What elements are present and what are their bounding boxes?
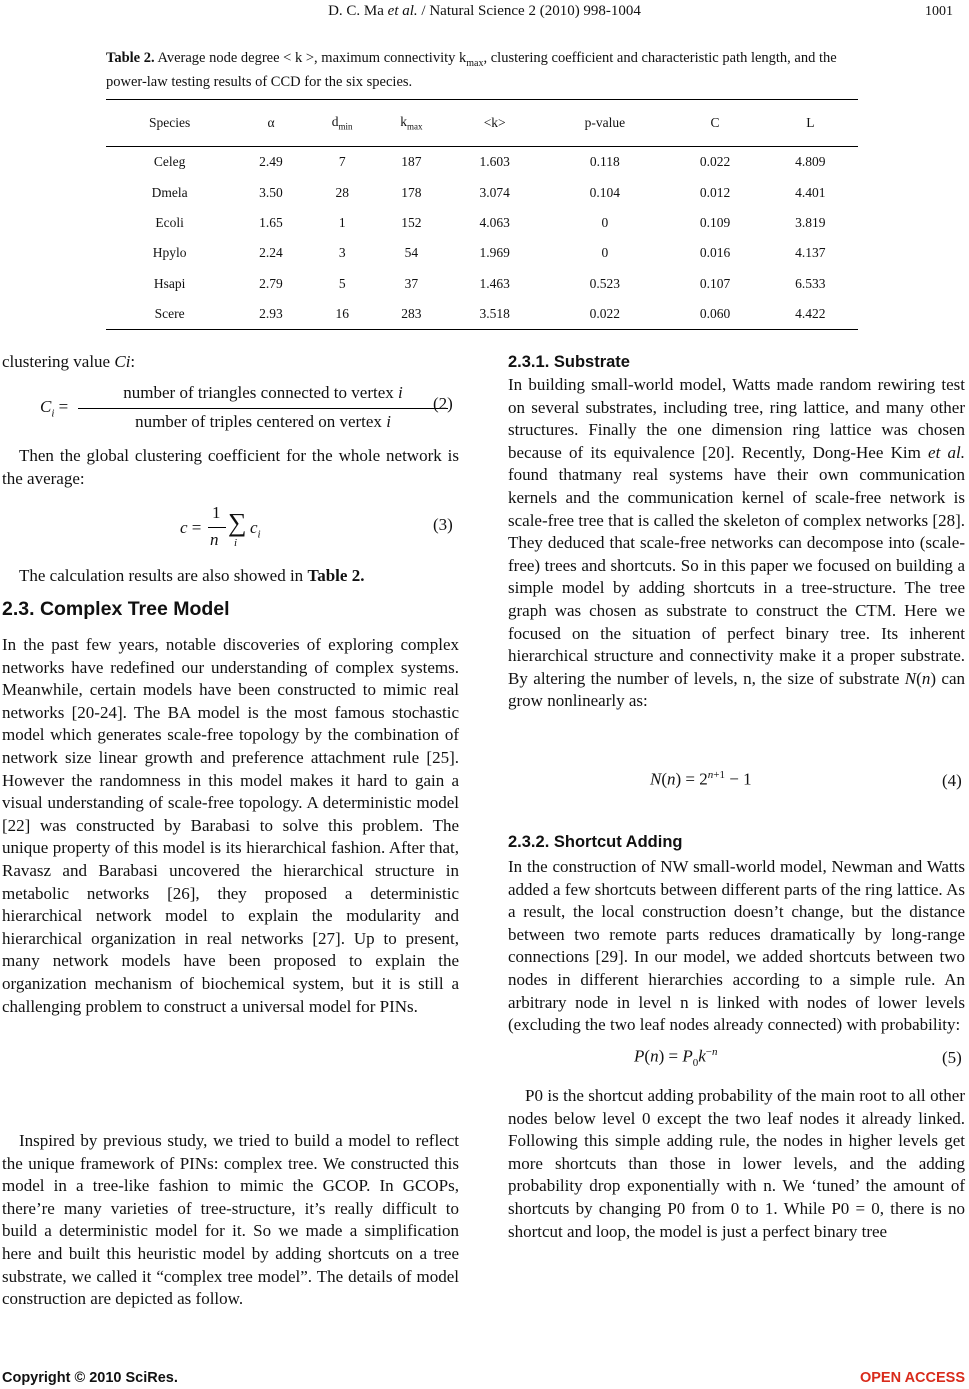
table-cell: 1.65 bbox=[259, 214, 283, 230]
eq3-label: (3) bbox=[433, 515, 453, 534]
table-cell: 178 bbox=[401, 184, 422, 200]
table-cell: 0.104 bbox=[589, 184, 621, 200]
table-cell: 54 bbox=[404, 245, 419, 261]
eq2-lhs: $C_i$ = bbox=[40, 397, 69, 420]
table-cell: 7 bbox=[338, 154, 346, 170]
table-cell: 4.137 bbox=[795, 245, 826, 261]
subsection-substrate-title: 2.3.1. Substrate bbox=[508, 353, 630, 371]
table-cell: 2.79 bbox=[259, 275, 283, 291]
table-2 bbox=[106, 99, 858, 330]
col-alpha: α bbox=[233, 100, 308, 147]
table-cell: 28 bbox=[335, 184, 349, 200]
table-cell: 0.022 bbox=[699, 154, 731, 170]
open-access-label: OPEN ACCESS bbox=[859, 1370, 965, 1386]
eq3-frac-den: n bbox=[210, 530, 219, 549]
table-cell: Ecoli bbox=[155, 214, 184, 230]
table-cell: 37 bbox=[404, 275, 419, 291]
table-row bbox=[106, 299, 858, 330]
eq3-term: $c_i$ bbox=[250, 518, 261, 541]
substrate-para: In building small-world model, Watts made random rewiring test on several substrates, including tree, ring lattice, and many other structures. Finally the one dimension ring lattice was chosen because of its equivalence [20]. Recently, Dong-Hee Kim et al. found thatmany real systems have their own communication kernels and the communication kernel of scale-free network is scale-free tree that is called the skeleton of complex networks [28]. They deduced that scale-free networks can decompose into (scale-free) trees and shortcuts. So in this paper we focused on building a simple model by adding shortcuts in a tree-structure. The tree graph was chosen as substrate to construct the CTM. Here we focused on the situation of perfect binary tree. Its inherent hierarchical structure and connectivity make it a proper substrate. By altering the number of levels, n, the size of substrate N(n) can grow nonlinearly as: bbox=[508, 375, 965, 711]
col-dmin: $d_{min}$ bbox=[309, 100, 376, 147]
col-species: Species bbox=[106, 100, 233, 147]
table-row bbox=[106, 177, 858, 207]
eq5-label: (5) bbox=[942, 1048, 962, 1067]
col-k: <k> bbox=[447, 100, 542, 147]
table-cell: Dmela bbox=[151, 184, 188, 200]
col-kmax: $k_{max}$ bbox=[376, 100, 447, 147]
table-caption bbox=[106, 49, 858, 91]
table-caption-text: Average node degree < k >, maximum connectivity $k_{max}$, clustering coefficient and characteristic path length, and the power-law testing results of CCD for the six species. bbox=[106, 50, 837, 90]
eq3-frac-num: 1 bbox=[212, 503, 221, 522]
clustering-value-text: clustering value Ci: bbox=[2, 352, 136, 371]
running-head-text: D. C. Ma et al. / Natural Science 2 (2010) 998-1004 bbox=[328, 3, 641, 19]
col-pvalue: p-value bbox=[542, 100, 667, 147]
table-row bbox=[106, 238, 858, 268]
table-cell: 187 bbox=[401, 154, 422, 170]
eq4-label: (4) bbox=[942, 771, 962, 790]
eq3-lhs: c = bbox=[180, 518, 202, 537]
table-row bbox=[106, 269, 858, 299]
p0-para: P0 is the shortcut adding probability of the main root to all other nodes below level 0 except the two leaf nodes it already linked. Following this simple adding rule, the nodes in higher levels get more shortcuts than those in lower levels, and the adding probability drop exponentially with n. We ‘tuned’ the amount of shortcuts by changing P0 from 0 to 1. While P0 = 0, there is no shortcut and loop, the model is just a perfect binary tree bbox=[508, 1086, 965, 1241]
shortcut-para: In the construction of NW small-world model, Newman and Watts added a few shortcuts between different parts of the ring lattice. As a result, the local construction doesn’t change, but the distance between two remote parts reduces dramatically by long-range connections [29]. In our model, we added shortcuts between two nodes in different hierarchies according to a simple rule. An arbitrary node in level n is linked with nodes of lower levels (excluding the two leaf nodes already connected) with probability: bbox=[508, 857, 965, 1035]
table-cell: 3.074 bbox=[479, 184, 510, 200]
table-cell: 0.107 bbox=[699, 275, 731, 291]
equation-2 bbox=[40, 383, 420, 439]
results-table-ref: Table 2. bbox=[307, 566, 365, 585]
table-cell: 1.603 bbox=[479, 154, 510, 170]
table-cell: 0.022 bbox=[542, 299, 667, 330]
table-cell: 0 bbox=[601, 214, 609, 230]
table-cell: Hpylo bbox=[152, 245, 187, 261]
table-cell: 3.518 bbox=[447, 299, 542, 330]
subsection-shortcut-title: 2.3.2. Shortcut Adding bbox=[508, 833, 683, 851]
table-cell: 2.93 bbox=[233, 299, 308, 330]
p-global: Then the global clustering coefficient for the whole network is the average: bbox=[2, 446, 459, 488]
table-cell: 1.969 bbox=[479, 245, 510, 261]
table-cell: 2.24 bbox=[259, 245, 283, 261]
table-cell: 3.819 bbox=[795, 214, 826, 230]
table-cell: 5 bbox=[338, 275, 346, 291]
eq3-sum-index: i bbox=[234, 537, 238, 549]
table-cell: 2.49 bbox=[259, 154, 283, 170]
table-row bbox=[106, 147, 858, 178]
table-cell: 0.523 bbox=[589, 275, 621, 291]
table-cell: 6.533 bbox=[795, 275, 826, 291]
table-cell: 0.109 bbox=[699, 214, 731, 230]
p-clustering-value bbox=[2, 351, 459, 374]
running-head bbox=[0, 3, 969, 20]
eq2-fraction-bar bbox=[78, 408, 448, 409]
table-cell: 3.50 bbox=[259, 184, 283, 200]
table-cell: 152 bbox=[401, 214, 422, 230]
table-cell: Scere bbox=[106, 299, 233, 330]
section-title: 2.3. Complex Tree Model bbox=[2, 598, 230, 620]
table-cell: 283 bbox=[376, 299, 447, 330]
table-cell: 0.012 bbox=[699, 184, 731, 200]
para-2: Inspired by previous study, we tried to build a model to reflect the unique framework of PINs: complex tree. We constructed this model in a tree-like fashion to mimic the GCOP. In GCOPs, there’re many varieties of tree-structure, it’s really difficult to build a deterministic model for it. So we made a simplification here and built this heuristic model by adding shortcuts on a tree substrate, we called it “complex tree model”. The details of model construction are depicted as follow. bbox=[2, 1131, 459, 1309]
eq2-numerator: number of triangles connected to vertex i bbox=[123, 383, 403, 402]
copyright: Copyright © 2010 SciRes. bbox=[2, 1370, 178, 1386]
table-cell: 1.463 bbox=[479, 275, 510, 291]
eq2-label: (2) bbox=[433, 394, 453, 413]
table-cell: 0 bbox=[601, 245, 609, 261]
page-number: 1001 bbox=[925, 4, 953, 19]
table-cell: 0.060 bbox=[667, 299, 762, 330]
results-text: The calculation results are also showed in bbox=[19, 566, 304, 585]
table-cell: Hsapi bbox=[153, 275, 186, 291]
table-cell: 1 bbox=[338, 214, 346, 230]
eq3-sum-sign: ∑ bbox=[228, 508, 247, 537]
p-results bbox=[2, 565, 459, 588]
equation-3 bbox=[180, 503, 280, 555]
equation-5: $P(n) = P_0k^{-n}$ bbox=[634, 1046, 718, 1070]
table-cell: 4.809 bbox=[795, 154, 826, 170]
table-caption-label: Table 2. bbox=[106, 50, 155, 66]
table-cell: 3 bbox=[338, 245, 346, 261]
table-cell: 4.063 bbox=[479, 214, 510, 230]
table-cell: 4.401 bbox=[795, 184, 826, 200]
table-cell: Celeg bbox=[153, 154, 186, 170]
col-l: L bbox=[763, 100, 858, 147]
table-cell: 0.118 bbox=[589, 154, 620, 170]
eq2-denominator: number of triples centered on vertex i bbox=[135, 412, 391, 431]
table-cell: 0.016 bbox=[699, 245, 731, 261]
para-1: In the past few years, notable discoveries of exploring complex networks have redefined our understanding of complex systems. Meanwhile, certain models have been constructed to mimic real networks [20-24]. The BA model is the most famous stochastic model which generates scale-free topology by the combination of network size linear growth and preference attachment rule [25]. However the randomness in this model makes it hard to gain a visual understanding of scale-free topology. A deterministic model [22] was constructed by Barabasi to solve this problem. The unique property of this model is its hierarchical fashion. After that, Ravasz and Barabasi uncovered the hierarchical structure in metabolic networks [26], they proposed a deterministic hierarchical network model to explain the modularity and hierarchical organization in real networks [27]. Up to present, many network models have been proposed to explain the organization mechanism of biochemical system, but it is still a challenging problem to construct a universal model for PINs. bbox=[2, 635, 459, 1016]
table-row bbox=[106, 208, 858, 238]
table-cell: 4.422 bbox=[763, 299, 858, 330]
table-header-row bbox=[106, 100, 858, 147]
eq3-fraction-bar bbox=[208, 527, 226, 528]
table-cell: 16 bbox=[309, 299, 376, 330]
col-c: C bbox=[667, 100, 762, 147]
equation-4: $N(n) = 2^{n+1} - 1$ bbox=[650, 769, 752, 789]
